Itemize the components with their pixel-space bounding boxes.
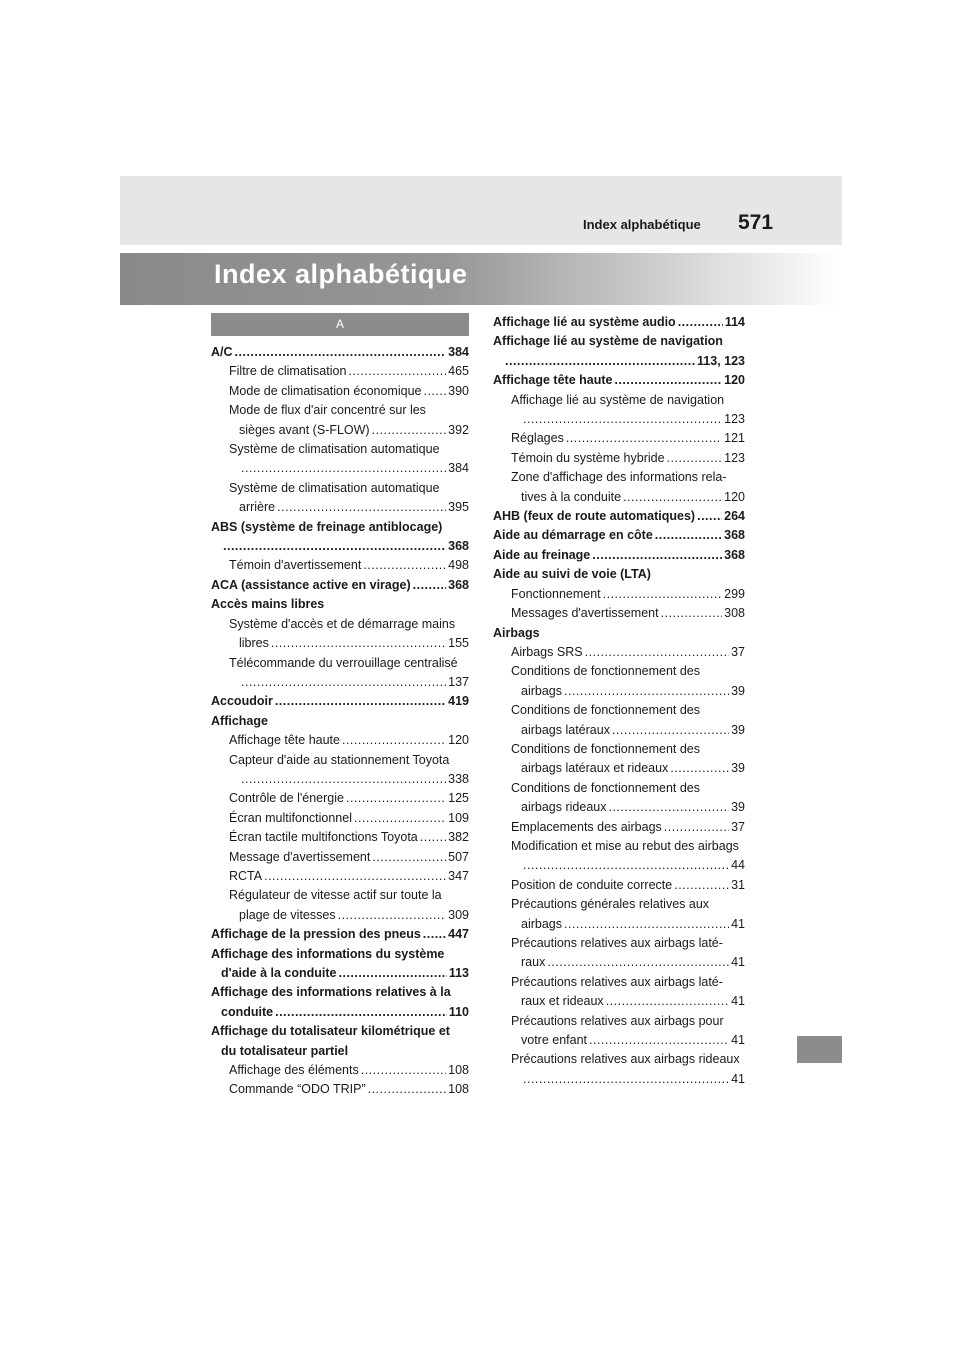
index-entry-page: 465	[448, 364, 469, 379]
index-entry-text: Écran tactile multifonctions Toyota	[229, 830, 418, 845]
dot-leader	[655, 526, 722, 545]
index-entry	[493, 1012, 745, 1031]
dot-leader	[606, 992, 729, 1011]
index-entry-page: 368	[448, 577, 469, 592]
index-entry	[211, 1080, 469, 1099]
dot-leader	[423, 382, 446, 401]
index-entry-text: Précautions relatives aux airbags laté-	[511, 936, 723, 950]
dot-leader	[523, 856, 729, 875]
index-entry	[493, 526, 745, 545]
index-entry-page: 44	[731, 858, 745, 873]
index-entry-page: 41	[731, 916, 745, 931]
index-entry-text: Précautions relatives aux airbags pour	[511, 1013, 724, 1028]
index-entry	[493, 915, 745, 934]
dot-leader	[423, 925, 446, 944]
index-column-right	[493, 313, 745, 1089]
index-entry	[211, 867, 469, 886]
index-entry	[493, 546, 745, 565]
index-entry-text: Emplacements des airbags	[511, 819, 662, 834]
index-entry-text: Messages d'avertissement	[511, 606, 659, 621]
dot-leader	[603, 585, 723, 604]
letter-section-header: A	[211, 313, 469, 336]
index-entry	[493, 740, 745, 759]
index-entry	[493, 856, 745, 875]
index-entry-text: plage de vitesses	[239, 907, 336, 922]
index-entry-text: Système d'accès et de démarrage mains	[229, 616, 456, 631]
index-entry-text: airbags latéraux	[521, 722, 610, 737]
index-entry-page: 264	[724, 509, 745, 524]
index-entry	[493, 973, 745, 992]
index-entry	[211, 556, 469, 575]
index-entry	[211, 459, 469, 478]
index-entry-text: Airbags SRS	[511, 644, 583, 659]
index-entry-page: 39	[731, 800, 745, 815]
index-entry	[493, 332, 745, 351]
dot-leader	[623, 488, 722, 507]
index-entry-page: 507	[448, 849, 469, 864]
index-entry-text: ABS (système de freinage antiblocage)	[211, 519, 443, 534]
index-entry	[211, 1003, 469, 1022]
index-entry	[211, 964, 469, 983]
index-entry-text: Affichage	[211, 713, 268, 728]
index-entry-text: tives à la conduite	[521, 489, 622, 504]
index-entry-text: RCTA	[229, 868, 263, 883]
index-entry-text: Conditions de fonctionnement des	[511, 703, 701, 718]
index-entry-page: 382	[448, 830, 469, 845]
dot-leader	[372, 848, 446, 867]
index-entry	[211, 401, 469, 420]
index-entry	[211, 886, 469, 905]
index-entry-text: arrière	[239, 500, 276, 515]
dot-leader	[271, 634, 446, 653]
index-entry	[211, 576, 469, 595]
index-entry-text: Conditions de fonctionnement des	[511, 664, 701, 679]
index-entry	[211, 789, 469, 808]
index-entry-page: 37	[731, 644, 745, 659]
dot-leader	[368, 1080, 447, 1099]
dot-leader	[678, 313, 723, 332]
index-entry	[211, 479, 469, 498]
index-entry	[493, 449, 745, 468]
index-entry	[493, 992, 745, 1011]
index-entry-page: 113	[448, 966, 469, 980]
index-entry-page: 31	[731, 877, 745, 892]
index-entry-text: votre enfant	[521, 1033, 588, 1048]
index-entry	[493, 876, 745, 895]
dot-leader	[339, 964, 447, 983]
index-entry-text: AHB (feux de route automatiques)	[493, 509, 696, 524]
header-band	[120, 176, 842, 245]
index-entry	[493, 721, 745, 740]
index-entry-page: 392	[448, 422, 469, 437]
dot-leader	[523, 410, 722, 429]
index-entry	[493, 837, 745, 856]
index-entry	[493, 798, 745, 817]
index-entry-text: Affichage lié au système de navigation	[511, 392, 725, 407]
index-entry	[211, 1042, 469, 1061]
index-entry-text: Aide au freinage	[493, 547, 591, 562]
dot-leader	[589, 1031, 729, 1050]
index-entry-page: 123	[724, 412, 745, 427]
index-entry-text: Affichage des informations du système	[211, 946, 445, 961]
index-entry	[493, 701, 745, 720]
index-entry	[493, 953, 745, 972]
dot-leader	[277, 498, 446, 517]
index-entry-text: airbags	[521, 683, 562, 698]
index-entry-page: 419	[448, 694, 469, 709]
index-entry	[493, 662, 745, 681]
index-entry-text: airbags	[521, 916, 562, 931]
index-entry-text: Conditions de fonctionnement des	[511, 780, 701, 795]
index-entry	[211, 362, 469, 381]
page-title: Index alphabétique	[214, 259, 468, 289]
dot-leader	[547, 953, 729, 972]
dot-leader	[661, 604, 723, 623]
dot-leader	[585, 643, 730, 662]
dot-leader	[223, 537, 446, 556]
index-entry	[211, 906, 469, 925]
index-entry	[211, 712, 469, 731]
dot-leader	[523, 1070, 729, 1089]
index-entry	[493, 507, 745, 526]
dot-leader	[505, 352, 695, 371]
index-entry	[211, 692, 469, 711]
index-entry-page: 384	[448, 345, 469, 359]
index-entry-page: 113, 123	[697, 353, 745, 368]
index-entry-text: Aide au suivi de voie (LTA)	[493, 567, 651, 582]
index-entry	[493, 565, 745, 584]
index-entry	[211, 440, 469, 459]
index-entry-text: Précautions relatives aux airbags rideaux	[511, 1052, 740, 1067]
index-entry	[211, 498, 469, 517]
index-entry	[211, 615, 469, 634]
index-entry-text: Contrôle de l'énergie	[229, 791, 344, 806]
index-entry	[211, 1061, 469, 1080]
index-entry-page: 37	[731, 819, 745, 834]
index-entry-text: Position de conduite correcte	[511, 877, 673, 892]
index-entry-text: libres	[239, 636, 269, 651]
index-entry	[211, 809, 469, 828]
index-entry-text: airbags rideaux	[521, 800, 607, 815]
index-entry	[493, 371, 745, 390]
dot-leader	[338, 906, 447, 925]
index-entry-text: raux et rideaux	[521, 994, 604, 1009]
index-column-left	[211, 313, 469, 1100]
index-entry-page: 110	[448, 1004, 469, 1019]
dot-leader	[664, 818, 729, 837]
index-entry-page: 41	[731, 994, 745, 1009]
index-entry-page: 390	[448, 383, 469, 398]
index-entry-text: raux	[521, 955, 546, 970]
index-entry-text: Message d'avertissement	[229, 849, 371, 864]
index-entry-text: Conditions de fonctionnement des	[511, 741, 701, 756]
dot-leader	[674, 876, 729, 895]
index-entry	[211, 751, 469, 770]
index-entry-page: 309	[448, 907, 469, 922]
dot-leader	[612, 721, 729, 740]
index-entry	[493, 313, 745, 332]
index-entry-text: Témoin d'avertissement	[229, 558, 362, 573]
index-entry-page: 368	[724, 528, 745, 543]
dot-leader	[346, 789, 446, 808]
index-entry	[211, 634, 469, 653]
index-entry-text: Précautions relatives aux airbags laté-	[511, 974, 723, 989]
index-entry	[211, 673, 469, 692]
dot-leader	[235, 343, 447, 362]
index-entry-page: 137	[448, 674, 469, 689]
index-entry-text: Capteur d'aide au stationnement Toyota	[229, 752, 450, 767]
index-entry	[493, 1050, 745, 1069]
index-entry-page: 108	[448, 1063, 469, 1078]
index-entry	[211, 595, 469, 614]
index-entry-text: Fonctionnement	[511, 586, 601, 601]
index-entry-text: Système de climatisation automatique	[229, 480, 440, 495]
index-entry-page: 121	[724, 431, 745, 446]
index-entry	[211, 518, 469, 537]
index-entry-text: Mode de flux d'air concentré sur les	[229, 403, 426, 418]
index-entry-text: Accès mains libres	[211, 597, 325, 612]
index-entry-text: Réglages	[511, 431, 564, 446]
index-entry-text: Modification et mise au rebut des airbags	[511, 838, 739, 853]
index-entry-page: 108	[448, 1082, 469, 1097]
index-entry-page: 125	[448, 791, 469, 806]
index-entry-page: 123	[724, 450, 745, 465]
index-entry	[211, 770, 469, 789]
index-entry-page: 155	[448, 636, 469, 651]
index-entry	[211, 654, 469, 673]
dot-leader	[361, 1061, 446, 1080]
index-entry-page: 498	[448, 558, 469, 573]
index-entry-page: 120	[724, 373, 745, 388]
index-entry-text: Commande “ODO TRIP”	[229, 1082, 366, 1097]
index-entry-page: 120	[448, 733, 469, 748]
index-entry-text: Affichage tête haute	[493, 373, 613, 388]
index-entry-page: 338	[448, 771, 469, 786]
dot-leader	[667, 449, 723, 468]
dot-leader	[614, 371, 722, 390]
index-entry-text: Mode de climatisation économique	[229, 383, 422, 398]
index-entry-page: 39	[731, 683, 745, 698]
index-entry-text: Affichage des informations relatives à la	[211, 985, 451, 1000]
index-entry-page: 447	[448, 927, 469, 942]
dot-leader	[413, 576, 447, 595]
index-entry-text: Précautions générales relatives aux	[511, 897, 710, 912]
index-entry	[493, 585, 745, 604]
index-entry-page: 368	[448, 539, 469, 554]
index-entry	[211, 1022, 469, 1041]
index-entry	[211, 421, 469, 440]
dot-leader	[592, 546, 722, 565]
dot-leader	[420, 828, 446, 847]
index-entry	[211, 343, 469, 362]
index-entry-text: Filtre de climatisation	[229, 364, 347, 379]
index-entry-text: Témoin du système hybride	[511, 450, 665, 465]
index-entry	[493, 604, 745, 623]
index-entry	[211, 828, 469, 847]
index-entry-text: Régulateur de vitesse actif sur toute la	[229, 888, 442, 903]
index-entry-page: 299	[724, 586, 745, 601]
dot-leader	[241, 770, 446, 789]
dot-leader	[241, 673, 446, 692]
index-entry-page: 109	[448, 810, 469, 825]
dot-leader	[372, 421, 447, 440]
dot-leader	[354, 809, 446, 828]
index-entry	[211, 382, 469, 401]
index-entry-text: Affichage des éléments	[229, 1063, 359, 1078]
index-entry-text: d'aide à la conduite	[221, 966, 337, 980]
index-entry-text: conduite	[221, 1004, 274, 1019]
dot-leader	[697, 507, 722, 526]
index-entry-text: Airbags	[493, 625, 540, 640]
index-entry-text: du totalisateur partiel	[221, 1043, 349, 1058]
index-entry-text: Affichage du totalisateur kilométrique et	[211, 1024, 450, 1039]
index-entry	[211, 983, 469, 1002]
index-entry	[493, 624, 745, 643]
dot-leader	[275, 1003, 447, 1022]
index-entry	[211, 731, 469, 750]
index-entry	[493, 429, 745, 448]
dot-leader	[342, 731, 446, 750]
index-entry-page: 368	[724, 547, 745, 562]
index-entry	[493, 391, 745, 410]
index-entry-page: 39	[731, 722, 745, 737]
index-entry	[211, 537, 469, 556]
index-entry	[493, 682, 745, 701]
dot-leader	[275, 692, 446, 711]
index-entry-text: Télécommande du verrouillage centralisé	[229, 655, 458, 670]
index-entry-page: 41	[731, 955, 745, 970]
index-entry-page: 308	[724, 606, 745, 621]
dot-leader	[264, 867, 446, 886]
index-entry-text: Affichage tête haute	[229, 733, 340, 748]
index-entry-text: Système de climatisation automatique	[229, 442, 440, 457]
index-entry-page: 347	[448, 868, 469, 883]
section-thumb-tab	[797, 1036, 842, 1063]
index-entry	[211, 848, 469, 867]
index-entry-text: sièges avant (S-FLOW)	[239, 422, 370, 437]
dot-leader	[670, 759, 729, 778]
index-entry-text: ACA (assistance active en virage)	[211, 577, 411, 592]
index-entry-page: 41	[731, 1033, 745, 1048]
page-number: 571	[738, 211, 774, 234]
dot-leader	[608, 798, 729, 817]
index-entry-page: 395	[448, 500, 469, 515]
index-list-right	[493, 313, 745, 1089]
dot-leader	[241, 459, 446, 478]
index-entry-page: 120	[724, 489, 745, 504]
dot-leader	[363, 556, 446, 575]
index-list-left	[211, 343, 469, 1100]
index-entry	[493, 1070, 745, 1089]
index-entry-text: Zone d'affichage des informations rela-	[511, 470, 727, 485]
index-entry	[493, 488, 745, 507]
index-entry-text: A/C	[211, 345, 233, 359]
index-entry-text: Accoudoir	[211, 694, 273, 709]
index-entry	[493, 818, 745, 837]
running-header-title: Index alphabétique	[583, 217, 701, 232]
index-entry	[493, 779, 745, 798]
index-entry	[493, 895, 745, 914]
index-entry-page: 39	[731, 761, 745, 776]
index-entry-page: 114	[724, 315, 745, 329]
index-entry-text: Aide au démarrage en côte	[493, 528, 653, 543]
index-entry	[493, 1031, 745, 1050]
index-entry-text: Écran multifonctionnel	[229, 810, 352, 825]
dot-leader	[564, 915, 729, 934]
index-entry-page: 384	[448, 461, 469, 476]
index-entry-page: 41	[731, 1071, 745, 1086]
index-entry	[493, 468, 745, 487]
index-entry	[493, 352, 745, 371]
index-entry-text: Affichage de la pression des pneus	[211, 927, 421, 942]
index-entry	[493, 410, 745, 429]
dot-leader	[564, 682, 729, 701]
index-entry	[493, 934, 745, 953]
dot-leader	[348, 362, 446, 381]
index-entry-text: airbags latéraux et rideaux	[521, 761, 669, 776]
index-entry	[211, 925, 469, 944]
dot-leader	[566, 429, 722, 448]
index-entry	[493, 759, 745, 778]
index-entry-text: Affichage lié au système de navigation	[493, 334, 723, 349]
index-entry	[211, 945, 469, 964]
index-entry-text: Affichage lié au système audio	[493, 315, 676, 329]
index-entry	[493, 643, 745, 662]
